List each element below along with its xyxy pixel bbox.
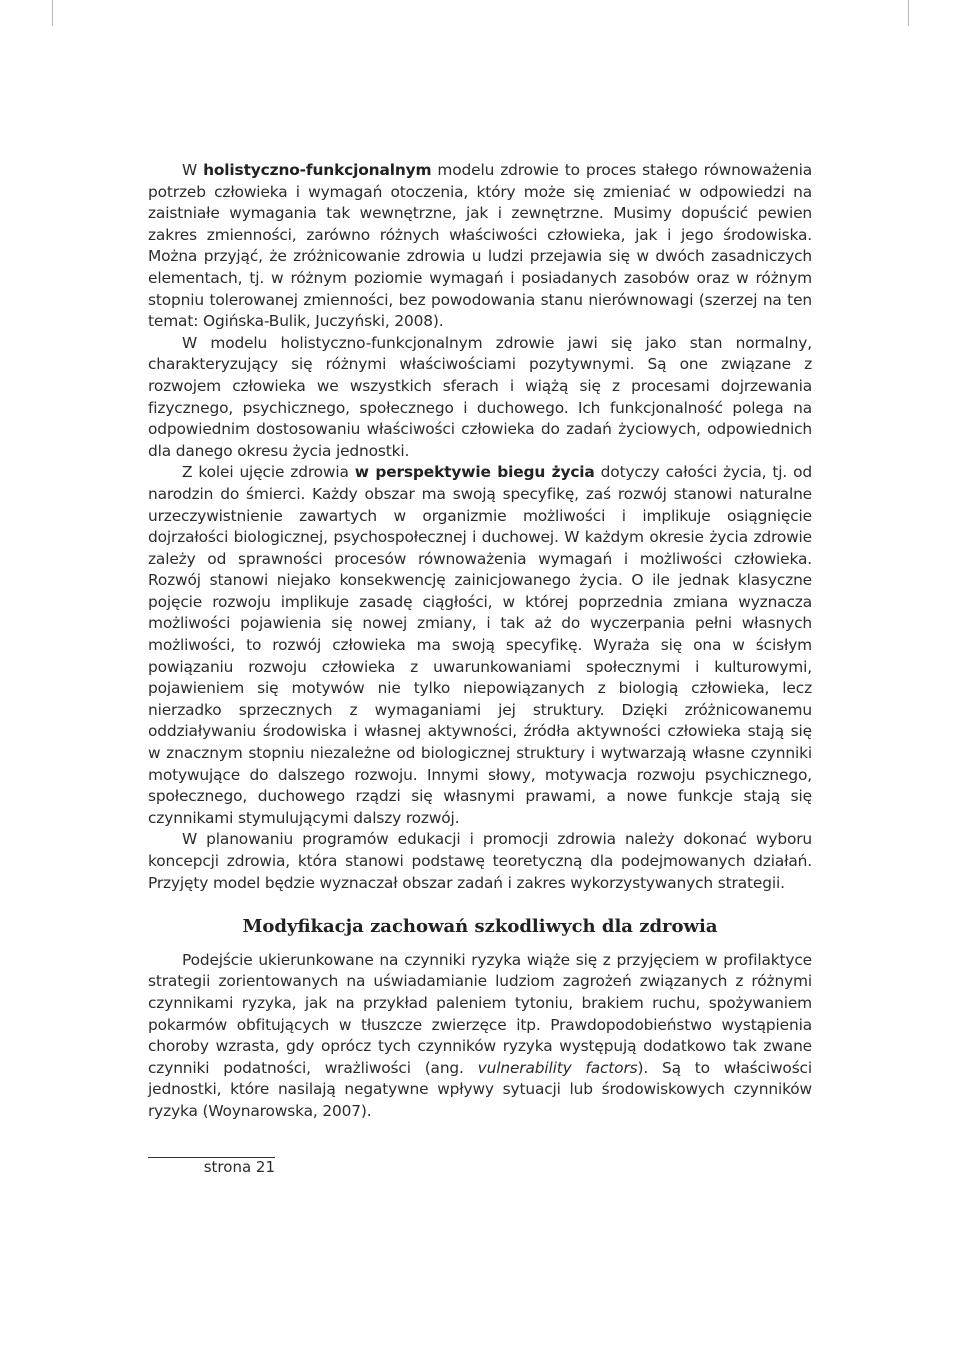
paragraph-text: ). Są to właściwości jednostki, które nasilają negatywne wpływy sytuacji lub środowiskowych czynników ryzyka (Woynarowska, 2007). <box>148 1058 812 1120</box>
paragraph-life-course <box>148 462 812 829</box>
paragraph-normal-state: W modelu holistyczno-funkcjonalnym zdrowie jawi się jako stan normalny, charakteryzujący się różnymi właściwościami pozytywnymi. Są one związane z rozwojem człowieka we wszystkich sferach i wiążą się z procesami dojrzewania fizycznego, psychicznego, społecznego i duchowego. Ich funkcjonalność polega na odpowiednim dostosowaniu właściwości człowieka do zadań życiowych, odpowiednich dla danego okresu życia jednostki. <box>148 333 812 460</box>
paragraph-lead: W <box>182 161 204 179</box>
crop-mark-left <box>52 0 53 26</box>
page-number: strona 21 <box>148 1157 275 1176</box>
crop-mark-right <box>908 0 909 26</box>
term-life-course: w perspektywie biegu życia <box>354 463 595 482</box>
paragraph-text: dotyczy całości życia, tj. od narodzin do śmierci. Każdy obszar ma swoją specyfikę, zaś rozwój stanowi naturalne urzeczywistnienie zawartych w organizmie możliwości i implikuje osiągnięcie dojrzałości biologicznej, psychospołecznej i duchowej. W każdym okresie życia zdrowie zależy od sprawności procesów równoważenia wymagań i możliwości człowieka. Rozwój stanowi niejako konsekwencję zainicjowanego życia. O ile jednak klasyczne pojęcie rozwoju implikuje zasadę ciągłości, w której poprzednia zmiana wyznacza możliwości pojawienia się nowej zmiany, i tak aż do wyczerpania pełni własnych możliwości, to rozwój człowieka ma swoją specyfikę. Wyraża się ona w ścisłym powiązaniu rozwoju człowieka z uwarunkowaniami społecznymi i kulturowymi, pojawieniem się motywów nie tylko niepowiązanych z biologią człowieka, lecz nierzadko sprzecznych z wymaganiami jej struktury. Dzięki zróżnicowanemu oddziaływaniu środowiska i własnej aktywności, źródła aktywności człowieka stają się w znacznym stopniu niezależne od biologicznej struktury i wytwarzają własne czynniki motywujące do dalszego rozwoju. Innymi słowy, motywacja rozwoju psychicznego, społecznego, duchowego rządzi się własnymi prawami, a nowe funkcje stają się czynnikami stymulującymi dalszy rozwój. <box>148 463 813 827</box>
term-holistic-functional: holistyczno-funkcjonalnym <box>203 161 432 179</box>
paragraph-risk-factors <box>148 950 812 1123</box>
page-body <box>148 160 812 1123</box>
paragraph-text: modelu zdrowie to proces stałego równoważenia potrzeb człowieka i wymagań otoczenia, który może się zmieniać w odpowiedzi na zaistniałe wymagania tak wewnętrzne, jak i zewnętrzne. Musimy dopuścić pewien zakres zmienności, zarówno różnych właściwości człowieka, jak i jego środowiska. Można przyjąć, że zróżnicowanie zdrowia u ludzi przejawia się w dwóch zasadniczych elementach, tj. w różnym poziomie wymagań i posiadanych zasobów oraz w różnym stopniu tolerowanej zmienności, bez powodowania stanu nierównowagi (szerzej na ten temat: Ogińska-Bulik, Juczyński, 2008). <box>148 161 812 331</box>
paragraph-planning: W planowaniu programów edukacji i promocji zdrowia należy dokonać wyboru koncepcji zdrowia, która stanowi podstawę teoretyczną dla podejmowanych działań. Przyjęty model będzie wyznaczał obszar zadań i zakres wykorzystywanych strategii. <box>148 830 812 892</box>
paragraph-lead: Z kolei ujęcie zdrowia <box>182 463 355 482</box>
term-vulnerability-factors: vulnerability factors <box>477 1058 638 1077</box>
paragraph-lead: Podejście ukierunkowane na czynniki ryzyka wiąże się z przyjęciem w profilaktyce strategii zorientowanych na uświadamianie ludziom zagrożeń związanych z różnymi czynnikami ryzyka, jak na przykład paleniem tytoniu, brakiem ruchu, spożywaniem pokarmów obfitujących w tłuszcze zwierzęce itp. Prawdopodobieństwo wystąpienia choroby wzrasta, gdy oprócz tych czynników ryzyka występują dodatkowo tak zwane czynniki podatności, wrażliwości (ang. <box>148 950 812 1077</box>
section-heading: Modyfikacja zachowań szkodliwych dla zdrowia <box>242 916 718 938</box>
paragraph-holistic-model <box>148 160 812 333</box>
